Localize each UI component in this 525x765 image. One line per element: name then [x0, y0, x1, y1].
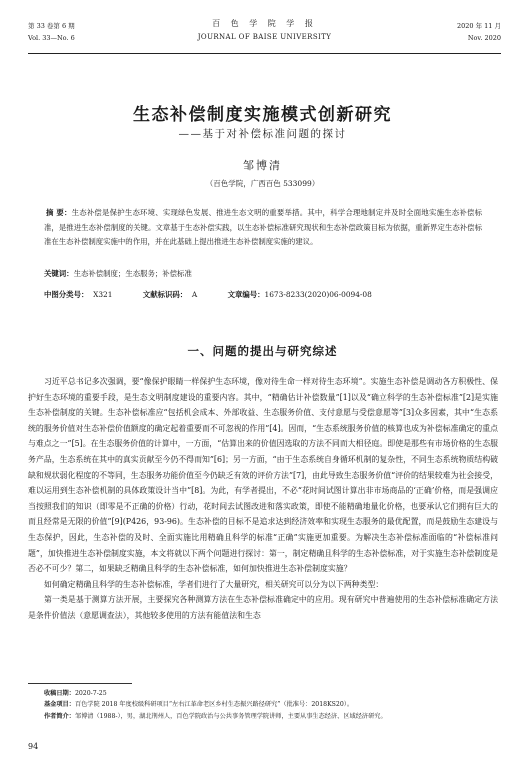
abstract-label: 摘 要： — [46, 208, 72, 217]
received-label: 收稿日期： — [44, 690, 75, 697]
body-text — [28, 374, 498, 624]
journal-name — [28, 18, 501, 41]
classification-info — [44, 289, 494, 300]
date-info — [457, 20, 501, 44]
running-header — [28, 8, 501, 58]
author-bio-text: 邹博清（1988-），男，湖北荆州人，百色学院政治与公共事务管理学院讲师，主要从事生态经济、区域经济研究。 — [74, 712, 387, 720]
clc-item — [44, 290, 126, 299]
fund-text: 百色学院 2018 年度校级科研项目“左右江革命老区乡村生态振兴路径研究”（批准号：2018KS20）。 — [74, 701, 354, 709]
footnotes — [44, 688, 504, 722]
keywords-text: 生态补偿制度；生态服务；补偿标准 — [73, 269, 192, 278]
article-title: 生态补偿制度实施模式创新研究 — [133, 105, 392, 125]
doc-code-item — [143, 290, 211, 299]
keywords — [44, 268, 484, 279]
article-author: 邹博清 — [243, 159, 282, 172]
article-subtitle: ——基于对补偿标准问题的探讨 — [178, 128, 347, 140]
footnote-rule — [28, 683, 132, 684]
date-line-cn: 2020 年 11 月 — [456, 22, 501, 30]
section-heading: 一、问题的提出与研究综述 — [187, 344, 338, 358]
clc-label: 中图分类号： — [44, 290, 89, 299]
author-bio-label: 作者简介： — [44, 712, 75, 720]
footnote-fund — [44, 699, 504, 710]
footnote-author — [44, 711, 504, 722]
abstract — [44, 206, 482, 250]
paragraph: 第一类是基于测算方法开展，主要探究各种测算方法在生态补偿标准确定中的应用。现有研究中普遍使用的生态补偿标准确定方法是条件价值法（意愿调查法），其他较多使用的方法有能值法和生态 — [28, 595, 498, 620]
page-number: 94 — [28, 742, 39, 751]
paragraph: 如何确定精确且科学的生态补偿标准，学者们进行了大量研究，相关研究可以分为以下两种类型： — [44, 579, 384, 589]
abstract-text: 生态补偿是保护生态环境、实现绿色发展、推进生态文明的重要举措。其中，科学合理地制定并及时全面地实施生态补偿标准，是推进生态补偿制度的关键。文章基于生态补偿实践，以生态补偿标准研究现状和生态补偿政策目标为依据，重新界定生态补偿标准在生态补偿制度实施中的作用，并在此基础上提出推进生态补偿制度实施的建议。 — [44, 208, 482, 246]
journal-name-cn: 百 色 学 院 学 报 — [212, 19, 317, 28]
paragraph: 习近平总书记多次强调，要“像保护眼睛一样保护生态环境，像对待生命一样对待生态环境”。实施生态补偿是调动各方积极性、保护好生态环境的重要手段，是生态文明制度建设的重要内容。其中，“精确估计补偿数量”[1]以及“确立科学的生态补偿标准”[2]是实施生态补偿制度的关键。生态补偿标准应“包括机会成本、外部收益、生态服务价值、支付意愿与受偿意愿等”[3]众多因素，其中“生态系统的服务价值对生态补偿价值额度的确定起着重要而不可忽视的作用”[4]。因而，“生态系统服务价值的核算也成为补偿标准确定的重点与难点之一”[5]。在生态服务价值的计算中，一方面，“估算出来的价值因选取的方法不同而大相径庭。即使是那些有市场价格的生态服务产品，生态系统在其中的真实贡献至今仍不得而知”[6]；另一方面，“由于生态系统自身循环机制的复杂性，不同生态系统物质结构破缺和规状弱化程度的不等同，生态服务功能价值至今仍缺乏有效的评价方法”[7]，由此导致生态服务价值“评价的结果较难为社会接受，难以运用到生态补偿机制的具体政策设计当中”[8]。为此，有学者提出，不必“花时间试图计算出非市场商品的‘正确’价格，而是强调应当按照我们的知识（即零是不正确的价格）行动，花时间去试图改进和落实政策，即使不能精确地量化价格，也要承认它们拥有巨大的而且经常是无限的价值”[9](P426，93-96)。生态补偿的目标不是追求达到经济效率和实现生态服务的最优配置，而是鼓励生态建设与生态保护，因此，生态补偿的及时、全面实施比用精确且科学的标准“正确”实施更加重要。为解决生态补偿标准面临的“补偿标准问题”，加快推进生态补偿制度实施，本文将就以下两个问题进行探讨：第一，制定精确且科学的生态补偿标准，对于实施生态补偿制度是否必不可少？第二，如果缺乏精确且科学的生态补偿标准，如何加快推进生态补偿制度实施？ — [28, 377, 498, 574]
keywords-label: 关键词： — [44, 269, 74, 278]
issue-line-cn: 第 33 卷第 6 期 — [28, 22, 75, 30]
doc-code-label: 文献标识码： — [142, 290, 188, 299]
journal-name-en: JOURNAL OF BAISE UNIVERSITY — [197, 33, 332, 41]
article-no-label: 文章编号： — [227, 290, 265, 299]
article-no-value: 1673-8233(2020)06-0094-08 — [264, 290, 372, 299]
received-date: 2020-7-25 — [74, 690, 107, 697]
fund-label: 基金项目： — [44, 701, 75, 709]
date-line-en: Nov. 2020 — [467, 34, 501, 42]
issue-line-en: Vol. 33—No. 6 — [28, 34, 75, 42]
doc-code-value: A — [191, 290, 198, 299]
footnote-received — [44, 688, 504, 699]
clc-value: X321 — [93, 290, 113, 299]
article-no-item — [228, 290, 386, 299]
header-rule — [28, 53, 501, 54]
author-affiliation: （百色学院，广西百色 533099） — [205, 179, 320, 188]
